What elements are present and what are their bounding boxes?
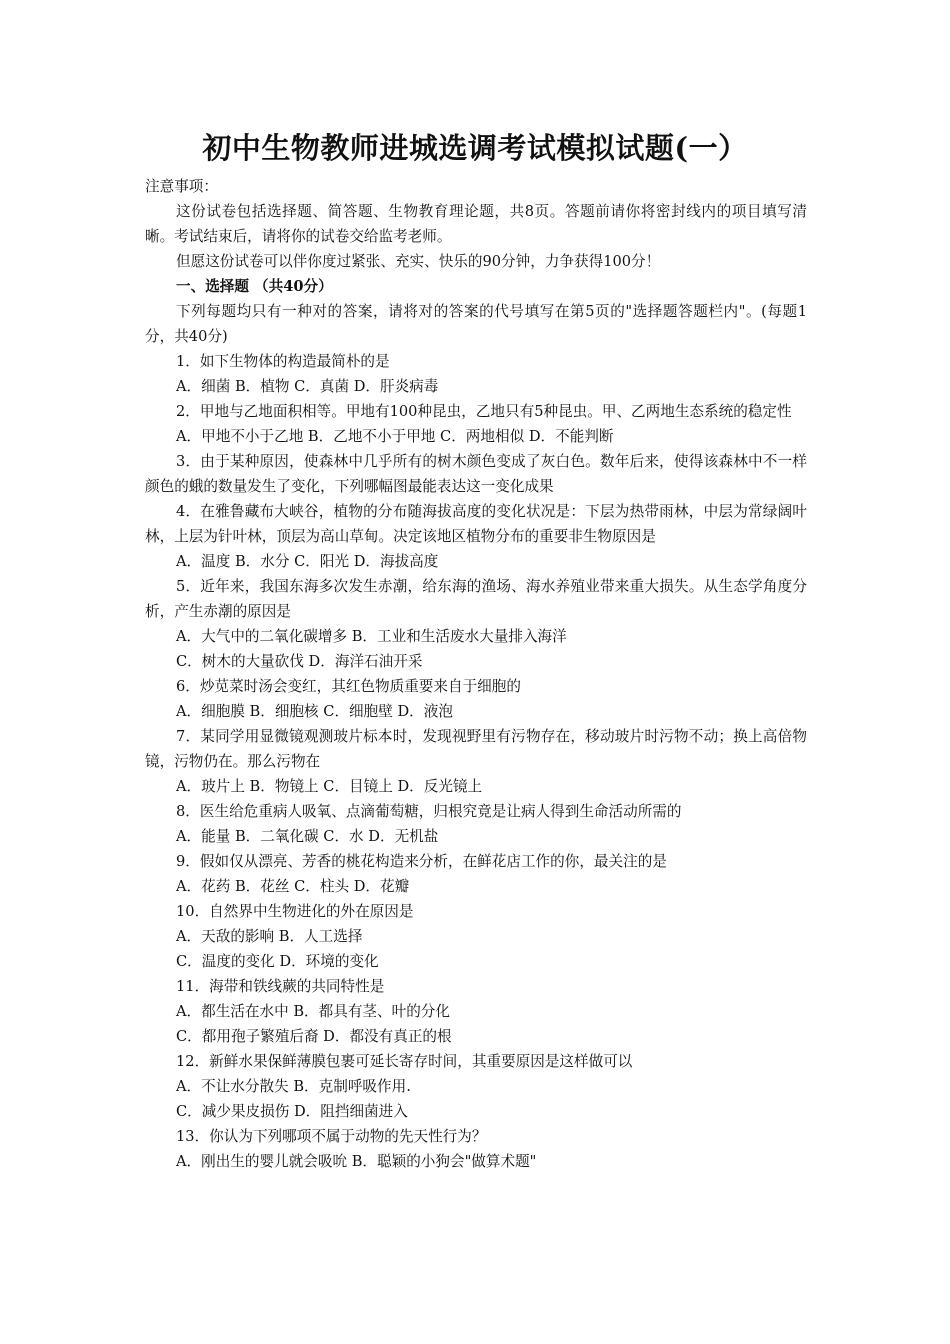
question-stem: 11．海带和铁线蕨的共同特性是: [176, 978, 385, 995]
question-options: A．不让水分散失 B．克制呼吸作用.: [176, 1078, 411, 1095]
question-options: A．细胞膜 B．细胞核 C．细胞壁 D．液泡: [176, 703, 453, 720]
question-options: C．温度的变化 D．环境的变化: [176, 953, 379, 970]
question-stem: 5．近年来，我国东海多次发生赤潮，给东海的渔场、海水养殖业带来重大损失。从生态学角度分析，产生赤潮的原因是: [145, 578, 807, 620]
question-options: A．温度 B．水分 C．阳光 D．海拔高度: [176, 553, 439, 570]
question-options: A．能量 B．二氧化碳 C．水 D．无机盐: [176, 828, 439, 845]
question-options: A．花药 B．花丝 C．柱头 D．花瓣: [176, 878, 410, 895]
question-options: C．减少果皮损伤 D．阻挡细菌进入: [176, 1103, 408, 1120]
question-options: A．大气中的二氧化碳增多 B．工业和生活废水大量排入海洋: [176, 628, 567, 645]
question-stem: 7．某同学用显微镜观测玻片标本时，发现视野里有污物存在，移动玻片时污物不动；换上高倍物镜，污物仍在。那么污物在: [145, 728, 807, 770]
question-stem: 12．新鲜水果保鲜薄膜包裹可延长寄存时间，其重要原因是这样做可以: [176, 1053, 633, 1070]
document-body: [145, 174, 807, 1174]
section-heading: 一、选择题 （共40分）: [176, 278, 333, 295]
page-title: 初中生物教师进城选调考试模拟试题(一）: [202, 131, 748, 165]
notice-paragraph: 这份试卷包括选择题、简答题、生物教育理论题，共8页。答题前请你将密封线内的项目填写清晰。考试结束后，请将你的试卷交给监考老师。: [145, 203, 807, 245]
question-options: A．细菌 B．植物 C．真菌 D．肝炎病毒: [176, 378, 439, 395]
question-stem: 6．炒苋菜时汤会变红，其红色物质重要来自于细胞的: [176, 678, 521, 695]
question-stem: 4．在雅鲁藏布大峡谷，植物的分布随海拔高度的变化状况是：下层为热带雨林，中层为常绿阔叶林，上层为针叶林，顶层为高山草甸。决定该地区植物分布的重要非生物原因是: [145, 503, 807, 545]
question-options: A．天敌的影响 B．人工选择: [176, 928, 363, 945]
question-stem: 13．你认为下列哪项不属于动物的先天性行为？: [176, 1128, 487, 1145]
question-stem: 1．如下生物体的构造最简朴的是: [176, 353, 390, 370]
question-stem: 3．由于某种原因，使森林中几乎所有的树木颜色变成了灰白色。数年后来，使得该森林中不一样颜色的蛾的数量发生了变化，下列哪幅图最能表达这一变化成果: [145, 453, 807, 495]
notice-paragraph: 但愿这份试卷可以伴你度过紧张、充实、快乐的90分钟，力争获得100分！: [176, 253, 661, 270]
question-options: C．树木的大量砍伐 D．海洋石油开采: [176, 653, 423, 670]
question-options: C．都用孢子繁殖后裔 D．都没有真正的根: [176, 1028, 452, 1045]
question-options: A．甲地不小于乙地 B．乙地不小于甲地 C．两地相似 D．不能判断: [176, 428, 614, 445]
notice-label: 注意事项：: [145, 178, 218, 195]
question-stem: 2．甲地与乙地面积相等。甲地有100种昆虫，乙地只有5种昆虫。甲、乙两地生态系统的稳定性: [176, 403, 792, 420]
question-stem: 10．自然界中生物进化的外在原因是: [176, 903, 414, 920]
section-instruction: 下列每题均只有一种对的答案，请将对的答案的代号填写在第5页的"选择题答题栏内"。(每题1分，共40分): [145, 303, 807, 345]
question-stem: 9．假如仅从漂亮、芳香的桃花构造来分析，在鲜花店工作的你，最关注的是: [176, 853, 667, 870]
question-options: A．都生活在水中 B．都具有茎、叶的分化: [176, 1003, 450, 1020]
question-options: A．刚出生的婴儿就会吸吮 B．聪颖的小狗会"做算术题": [176, 1153, 537, 1170]
question-stem: 8．医生给危重病人吸氧、点滴葡萄糖，归根究竟是让病人得到生命活动所需的: [176, 803, 682, 820]
question-options: A．玻片上 B．物镜上 C．目镜上 D．反光镜上: [176, 778, 483, 795]
